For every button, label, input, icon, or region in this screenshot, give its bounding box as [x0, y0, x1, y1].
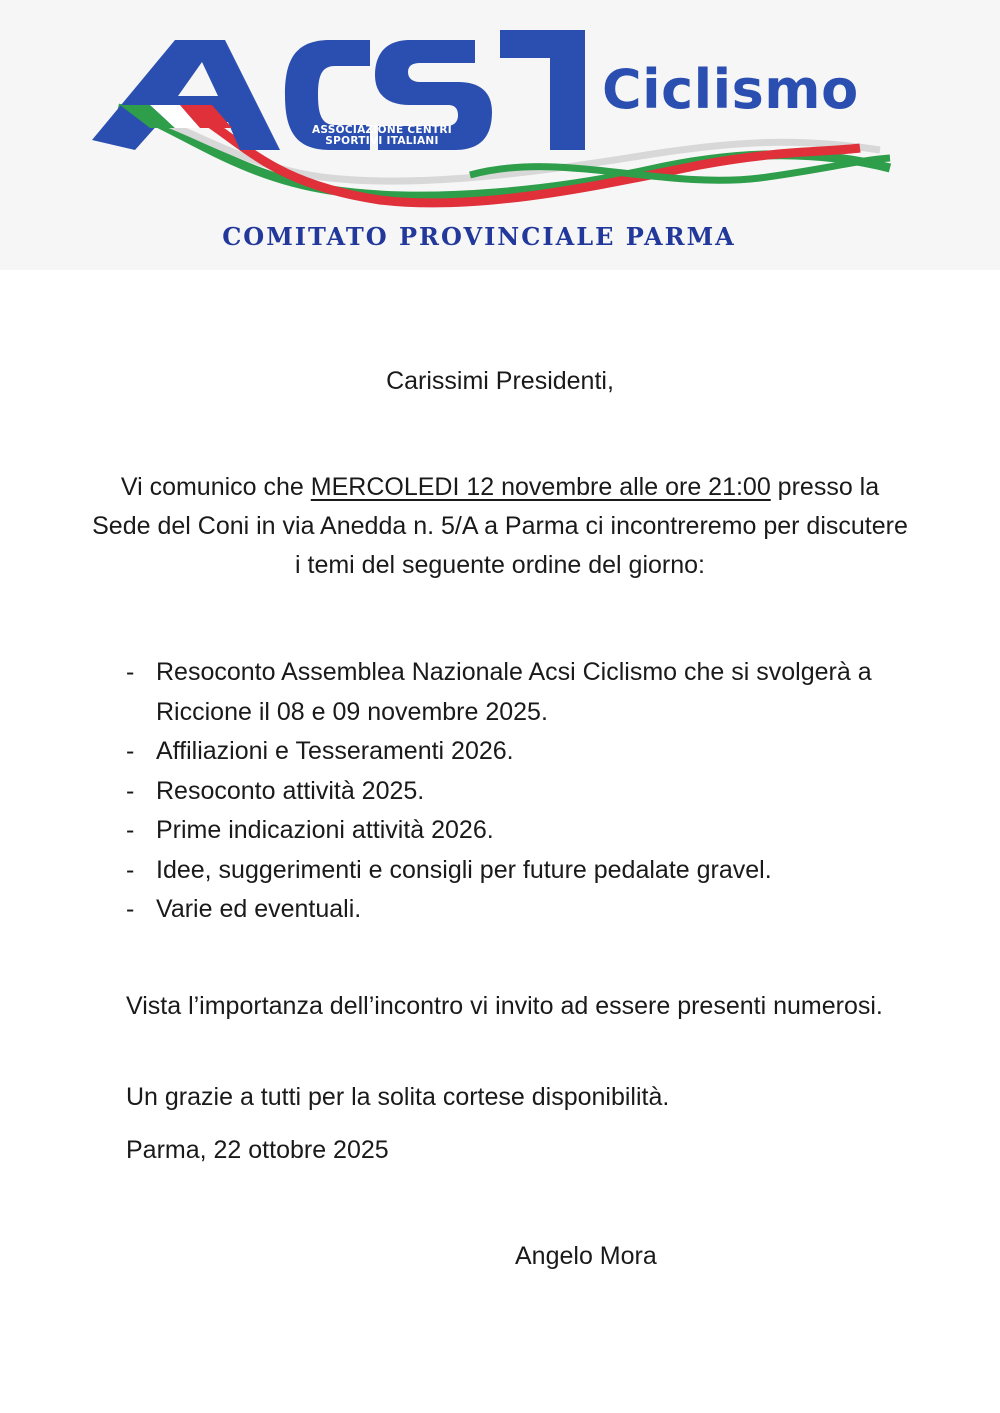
bullet: -: [126, 658, 135, 686]
letterhead: [0, 0, 1000, 270]
bullet: -: [126, 776, 135, 805]
meeting-date-time: MERCOLEDI 12 novembre alle ore 21:00: [310, 473, 771, 501]
agenda-text: Resoconto Assemblea Nazionale Acsi Ciclismo che si svolgerà a Riccione il 08 e 09 novembre 2025.: [156, 658, 872, 726]
intro-after: presso la Sede del Coni in via Anedda n. 5/A a Parma ci incontreremo per discutere i temi del seguente ordine del giorno:: [92, 473, 908, 579]
brand-name: Ciclismo: [602, 58, 859, 121]
agenda-text: Resoconto attività 2025.: [156, 776, 425, 805]
bullet: -: [126, 737, 135, 765]
agenda-text: Affiliazioni e Tesseramenti 2026.: [156, 737, 514, 765]
association-line-1: ASSOCIAZIONE CENTRI: [311, 124, 453, 136]
agenda-item: [126, 772, 926, 812]
place-date: Parma, 22 ottobre 2025: [126, 1136, 389, 1164]
agenda-list: [126, 653, 926, 930]
closing-invitation: Vista l’importanza dell’incontro vi invito ad essere presenti numerosi.: [126, 992, 883, 1020]
agenda-text: Prime indicazioni attività 2026.: [156, 816, 494, 844]
greeting: Carissimi Presidenti,: [386, 367, 614, 395]
bullet: -: [126, 855, 135, 884]
agenda-item: [126, 732, 926, 772]
letter-i: [500, 30, 585, 150]
committee-title: COMITATO PROVINCIALE PARMA: [222, 222, 736, 251]
agenda-item: [126, 851, 926, 891]
association-name: [282, 125, 482, 147]
closing-thanks: Un grazie a tutti per la solita cortese disponibilità.: [126, 1083, 670, 1111]
agenda-text: Varie ed eventuali.: [156, 895, 362, 923]
agenda-item: [126, 653, 926, 732]
intro-paragraph: [90, 468, 910, 585]
agenda-item: [126, 811, 926, 851]
agenda-text: Idee, suggerimenti e consigli per future pedalate gravel.: [156, 855, 772, 884]
association-line-2: SPORTIVI ITALIANI: [325, 135, 439, 147]
intro-before: Vi comunico che: [120, 473, 311, 501]
bullet: -: [126, 816, 135, 844]
bullet: -: [126, 895, 135, 923]
agenda-item: [126, 890, 926, 930]
signature: Angelo Mora: [515, 1242, 657, 1270]
